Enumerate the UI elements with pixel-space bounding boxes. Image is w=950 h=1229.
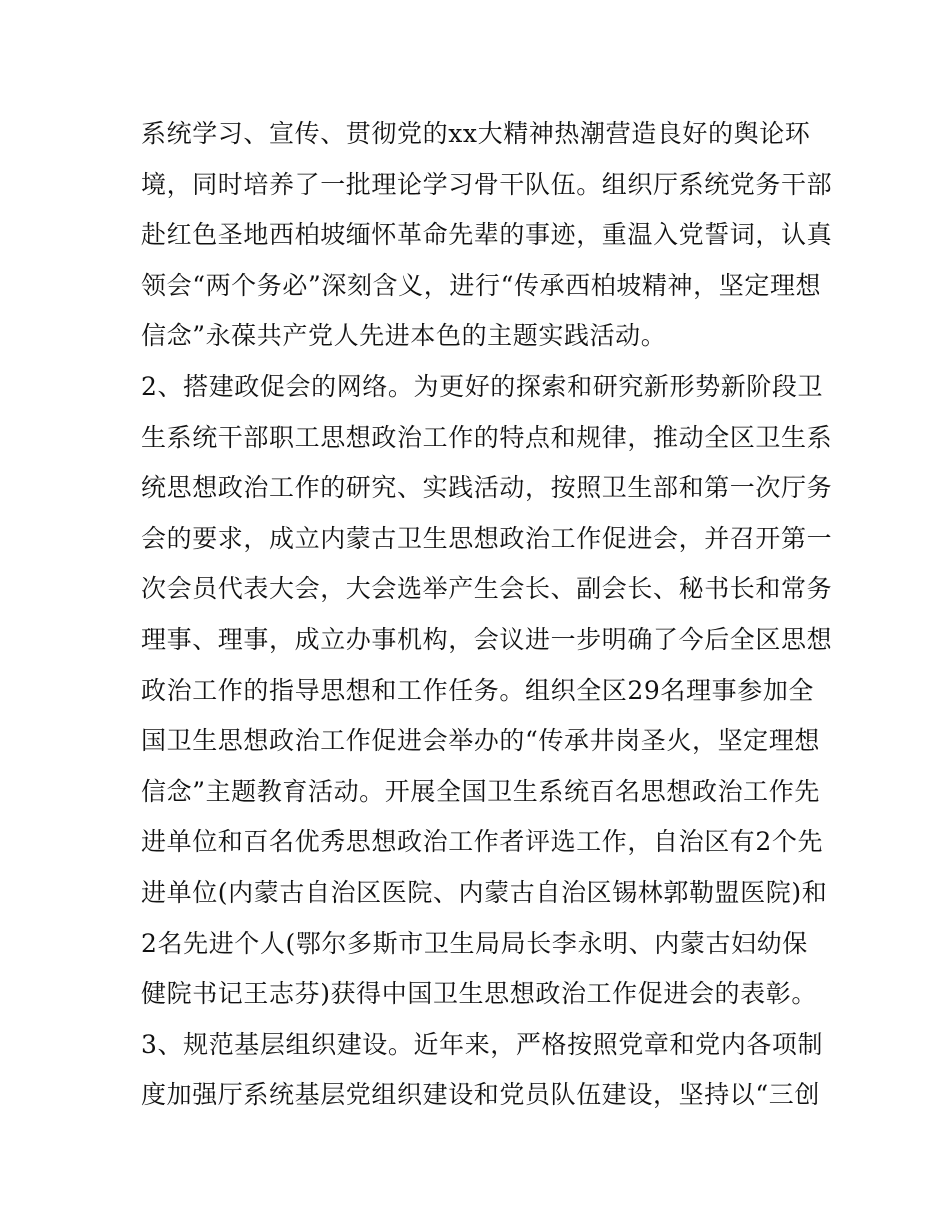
paragraph-3-start: 3、规范基层组织建设。近年来，严格按照党章和党内各项制 — [141, 1029, 824, 1059]
text-line: 次会员代表大会，大会选举产生会长、副会长、秘书长和常务 — [141, 574, 833, 604]
text-line: 健院书记王志芬)获得中国卫生思想政治工作促进会的表彰。 — [141, 979, 817, 1009]
text-line: 境，同时培养了一批理论学习骨干队伍。组织厅系统党务干部 — [141, 169, 833, 199]
text-line: 领会“两个务必”深刻含义，进行“传承西柏坡精神，坚定理想 — [141, 270, 822, 300]
text-line: 进单位和百名优秀思想政治工作者评选工作，自治区有2个先 — [141, 827, 824, 857]
text-line: 理事、理事，成立办事机构，会议进一步明确了今后全区思想 — [141, 624, 833, 654]
text-line: 统思想政治工作的研究、实践活动，按照卫生部和第一次厅务 — [141, 473, 833, 503]
text-line: 会的要求，成立内蒙古卫生思想政治工作促进会，并召开第一 — [141, 523, 833, 553]
text-line: 生系统干部职工思想政治工作的特点和规律，推动全区卫生系 — [141, 422, 833, 452]
text-line: 信念”主题教育活动。开展全国卫生系统百名思想政治工作先 — [141, 776, 820, 806]
body-text — [141, 109, 833, 1121]
text-line: 政治工作的指导思想和工作任务。组织全区29名理事参加全 — [141, 675, 815, 705]
text-line: 2名先进个人(鄂尔多斯市卫生局局长李永明、内蒙古妇幼保 — [141, 928, 808, 958]
text-line: 进单位(内蒙古自治区医院、内蒙古自治区锡林郭勒盟医院)和 — [141, 877, 828, 907]
text-line: 系统学习、宣传、贯彻党的xx大精神热潮营造良好的舆论环 — [141, 119, 811, 148]
text-line: 赴红色圣地西柏坡缅怀革命先辈的事迹，重温入党誓词，认真 — [141, 220, 833, 250]
paragraph-2-start: 2、搭建政促会的网络。为更好的探索和研究新形势新阶段卫 — [141, 371, 824, 401]
text-line: 度加强厅系统基层党组织建设和党员队伍建设，坚持以“三创 — [141, 1080, 820, 1110]
text-line: 信念”永葆共产党人先进本色的主题实践活动。 — [141, 321, 667, 351]
text-line: 国卫生思想政治工作促进会举办的“传承井岗圣火，坚定理想 — [141, 726, 820, 756]
